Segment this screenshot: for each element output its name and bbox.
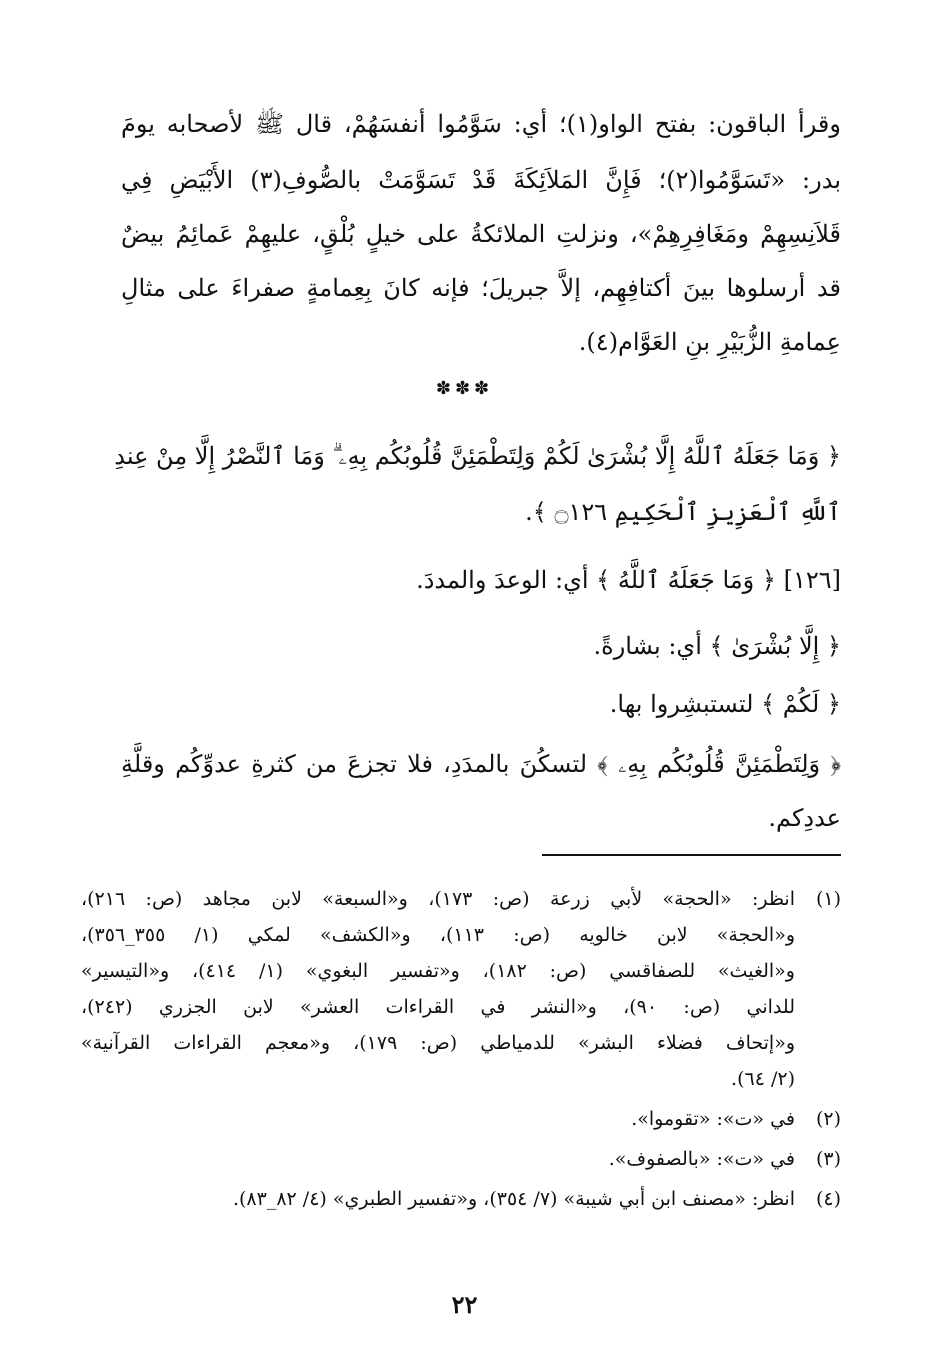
footnote-3-text: في «ت»: «بالصفوف». [608,1148,795,1170]
footnote-2 [81,1106,841,1132]
body-line-5: عِمامةِ الزُّبَيْرِ بنِ العَوَّام(٤). [578,328,841,356]
footnote-1-line-5: و«إتحاف فضلاء البشر» للدمياطي (ص: ١٧٩)، و«معجم القراءات القرآنية» [81,1032,796,1054]
footnote-2-text: في «ت»: «تقوموا». [631,1108,795,1130]
commentary-line-2: ﴿ إِلَّا بُشْرَىٰ ﴾ أي: بشارةً. [593,632,841,660]
footnote-1-line-6: (٢/ ٦٤). [731,1068,795,1090]
footnote-1-text-1: انظر: «الحجة» لأبي زرعة (ص: ١٧٣)، و«السبعة» لابن مجاهد (ص: ٢١٦)، [81,888,795,910]
commentary-line-4: ﴿ وَلِتَطْمَئِنَّ قُلُوبُكُم بِهِۦ ﴾ لتسكُنَ بالمدَدِ، فلا تجزعَ من كثرةِ عدوِّكُم وقلَّةِ [121,750,841,778]
verse-line-2: ٱللَّهِ ٱلْعَزِيزِ ٱلْحَكِيمِ ۝١٢٦ ﴾. [525,498,841,526]
commentary-line-3: ﴿ لَكُمْ ﴾ لتستبشِروا بها. [609,690,841,718]
footnote-4-number: (٤) [815,1188,841,1210]
footnote-3 [81,1146,841,1172]
footnote-1-line-2: و«الحجة» لابن خالويه (ص: ١١٣)، و«الكشف» لمكي (١/ ٣٥٥_٣٥٦)، [81,924,795,946]
footnote-2-number: (٢) [815,1108,841,1130]
body-line-3: قَلاَنِسِهِمْ ومَغَافِرِهِمْ»، ونزلتِ الملائكةُ على خيلٍ بُلْقٍ، عليهِمْ عَمائِمُ بيضٌ [121,220,841,248]
body-line-1: وقرأ الباقون: بفتح الواو(١)؛ أي: سَوَّمُوا أنفسَهُمْ، قال ﷺ لأصحابه يومَ [121,110,841,138]
footnote-1-line-4: للداني (ص: ٩٠)، و«النشر في القراءات العشر» لابن الجزري (٢٤٢)، [81,996,795,1018]
commentary-line-1: [١٢٦] ﴿ وَمَا جَعَلَهُ ٱللَّهُ ﴾ أي: الوعدَ والمددَ. [416,566,841,594]
footnote-3-number: (٣) [815,1148,841,1170]
section-separator: ✽✽✽ [435,378,494,399]
footnote-1-line-3: و«الغيث» للصفاقسي (ص: ١٨٢)، و«تفسير البغوي» (١/ ٤١٤)، و«التيسير» [81,960,795,982]
body-line-4: قد أرسلوها بينَ أكتافِهِم، إلاَّ جبريلَ؛ فإنه كانَ بِعِمامةٍ صفراءَ على مثالِ [121,274,841,302]
footnote-4-text: انظر: «مصنف ابن أبي شيبة» (٧/ ٣٥٤)، و«تفسير الطبري» (٤/ ٨٢_٨٣). [232,1188,795,1210]
body-line-2: بدر: «تَسَوَّمُوا(٢)؛ فَإِنَّ المَلاَئِكَةَ قَدْ تَسَوَّمَتْ بالصُّوفِ(٣) الأَبْيَضِ فِي [121,166,841,194]
footnote-rule [542,854,841,856]
verse-line-1: ﴿ وَمَا جَعَلَهُ ٱللَّهُ إِلَّا بُشْرَىٰ لَكُمْ وَلِتَطْمَئِنَّ قُلُوبُكُم بِهِۦ ۗ وَمَا ٱلنَّصْرُ إِلَّا مِنْ عِندِ [114,442,841,470]
footnote-4 [81,1186,841,1212]
footnote-1-number: (١) [815,888,841,910]
footnote-1-line-1 [81,886,841,912]
commentary-line-5: عددِكم. [768,804,841,832]
page-number: ٢٢ [451,1290,478,1319]
